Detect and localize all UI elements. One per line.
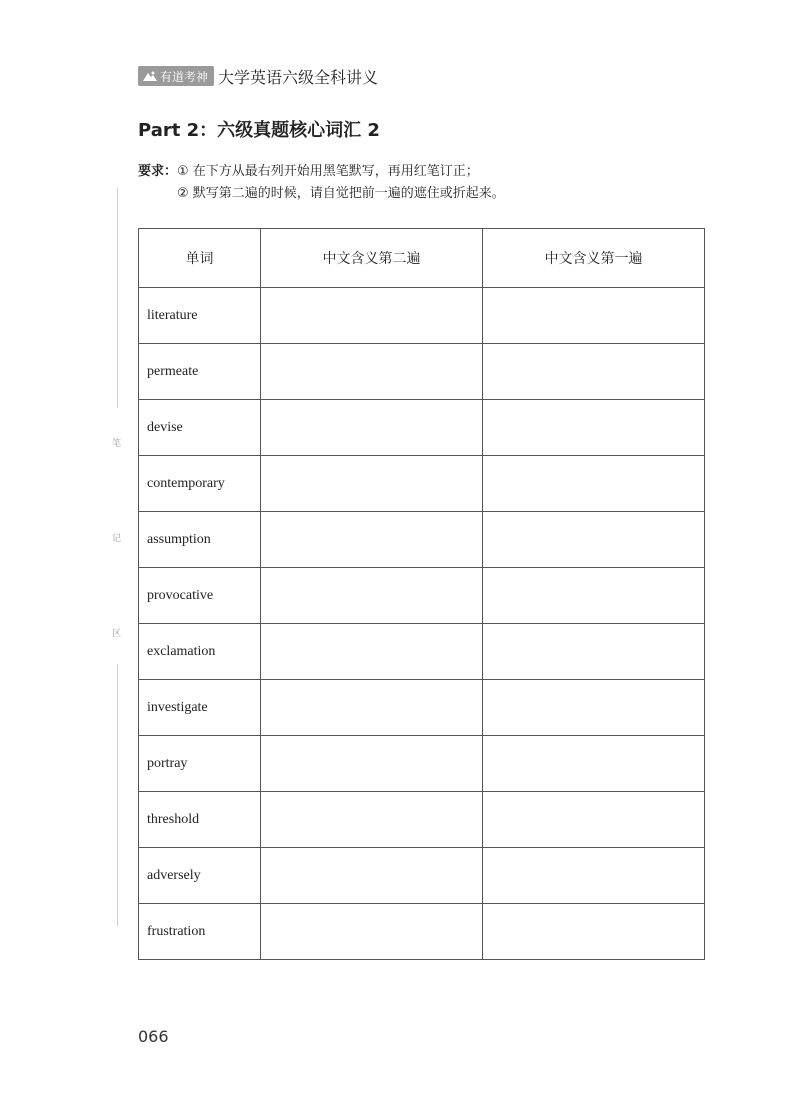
notes-margin-char-3: 区 [112,629,122,639]
meaning-second-cell [261,848,483,904]
brand-badge-text: 有道考神 [160,69,209,84]
meaning-second-cell [261,792,483,848]
word-cell: exclamation [139,624,261,680]
table-header-row [139,229,705,288]
brand-badge [138,66,214,86]
meaning-first-cell [483,736,705,792]
requirement-line-1 [138,161,505,183]
header-word: 单词 [139,229,261,288]
vocabulary-table [138,228,705,960]
table-row [139,624,705,680]
word-cell: frustration [139,904,261,960]
word-cell: devise [139,400,261,456]
word-cell: investigate [139,680,261,736]
header-meaning-first: 中文含义第一遍 [483,229,705,288]
meaning-first-cell [483,848,705,904]
book-title: 大学英语六级全科讲义 [218,67,379,87]
table-row [139,288,705,344]
table-row [139,736,705,792]
meaning-first-cell [483,288,705,344]
page-header [138,64,378,88]
table-row [139,680,705,736]
table-row [139,848,705,904]
word-cell: provocative [139,568,261,624]
meaning-second-cell [261,512,483,568]
meaning-second-cell [261,904,483,960]
meaning-second-cell [261,624,483,680]
brand-logo-icon [142,70,158,82]
notes-margin-char-2: 记 [112,534,122,544]
table-row [139,512,705,568]
meaning-second-cell [261,400,483,456]
meaning-first-cell [483,456,705,512]
meaning-first-cell [483,512,705,568]
meaning-second-cell [261,456,483,512]
meaning-second-cell [261,568,483,624]
meaning-first-cell [483,624,705,680]
header-meaning-second: 中文含义第二遍 [261,229,483,288]
meaning-first-cell [483,400,705,456]
part-title: Part 2：六级真题核心词汇 2 [138,120,380,141]
requirement-text-1: ① 在下方从最右列开始用黑笔默写，再用红笔订正； [177,164,479,179]
requirement-label: 要求： [138,164,178,179]
table-row [139,344,705,400]
meaning-first-cell [483,680,705,736]
table-row [139,568,705,624]
table-row [139,456,705,512]
meaning-first-cell [483,792,705,848]
meaning-second-cell [261,680,483,736]
word-cell: permeate [139,344,261,400]
table-row [139,400,705,456]
meaning-second-cell [261,344,483,400]
meaning-first-cell [483,904,705,960]
meaning-second-cell [261,736,483,792]
notes-margin-line-top [117,188,118,408]
meaning-first-cell [483,344,705,400]
table-row [139,904,705,960]
word-cell: portray [139,736,261,792]
word-cell: adversely [139,848,261,904]
meaning-second-cell [261,288,483,344]
meaning-first-cell [483,568,705,624]
word-cell: threshold [139,792,261,848]
requirements [138,161,505,205]
page-number: 066 [138,1027,169,1046]
word-cell: contemporary [139,456,261,512]
requirement-line-2: ② 默写第二遍的时候，请自觉把前一遍的遮住或折起来。 [177,186,505,201]
notes-margin-line-bottom [117,664,118,926]
word-cell: literature [139,288,261,344]
notes-margin-char-1: 笔 [112,439,122,449]
table-row [139,792,705,848]
word-cell: assumption [139,512,261,568]
